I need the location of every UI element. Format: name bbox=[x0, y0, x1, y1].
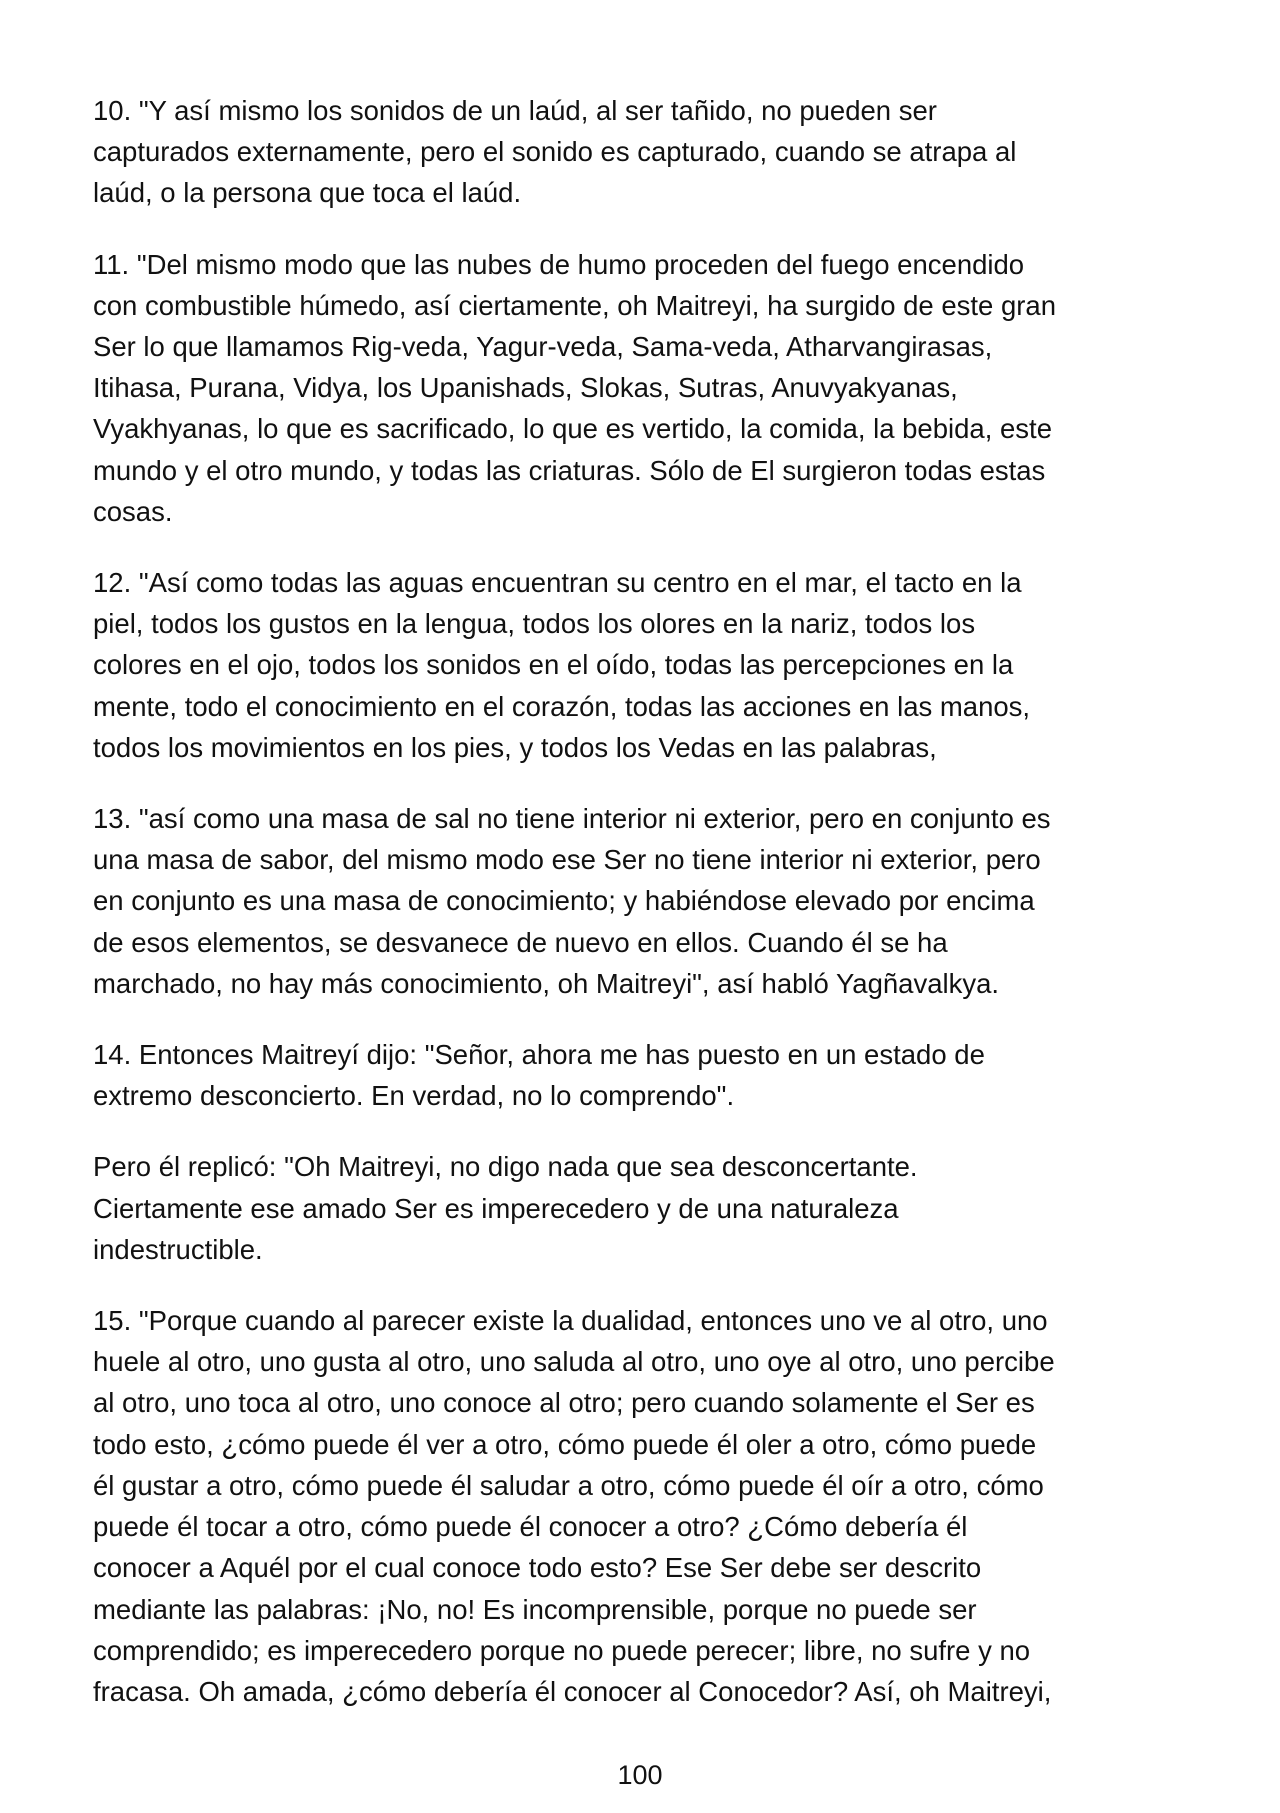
paragraph-verse-14: 14. Entonces Maitreyí dijo: "Señor, ahora me has puesto en un estado de extremo desconcierto. En verdad, no lo comprendo". bbox=[93, 1039, 985, 1112]
page-number: 100 bbox=[617, 1760, 663, 1790]
paragraph-verse-10: 10. "Y así mismo los sonidos de un laúd, al ser tañido, no pueden ser capturados externamente, pero el sonido es capturado, cuando se atrapa al laúd, o la persona que toca el laúd. bbox=[93, 95, 1017, 209]
paragraph-verse-12: 12. "Así como todas las aguas encuentran su centro en el mar, el tacto en la piel, todos los gustos en la lengua, todos los olores en la nariz, todos los colores en el ojo, todos los sonidos en el oído, todas las percepciones en la mente, todo el conocimiento en el corazón, todas las acciones en las manos, todos los movimientos en los pies, y todos los Vedas en las palabras, bbox=[93, 567, 1031, 763]
paragraph-reply: Pero él replicó: "Oh Maitreyi, no digo nada que sea desconcertante. Ciertamente ese amado Ser es imperecedero y de una naturaleza indestructible. bbox=[93, 1151, 918, 1265]
paragraph-verse-13: 13. "así como una masa de sal no tiene interior ni exterior, pero en conjunto es una masa de sabor, del mismo modo ese Ser no tiene interior ni exterior, pero en conjunto es una masa de conocimiento; y habiéndose elevado por encima de esos elementos, se desvanece de nuevo en ellos. Cuando él se ha marchado, no hay más conocimiento, oh Maitreyi", así habló Yagñavalkya. bbox=[93, 803, 1051, 999]
paragraph-verse-15: 15. "Porque cuando al parecer existe la dualidad, entonces uno ve al otro, uno huele al otro, uno gusta al otro, uno saluda al otro, uno oye al otro, uno percibe al otro, uno toca al otro, uno conoce al otro; pero cuando solamente el Ser es todo esto, ¿cómo puede él ver a otro, cómo puede él oler a otro, cómo puede él gustar a otro, cómo puede él saludar a otro, cómo puede él oír a otro, cómo puede él tocar a otro, cómo puede él conocer a otro? ¿Cómo debería él conocer a Aquél por el cual conoce todo esto? Ese Ser debe ser descrito mediante las palabras: ¡No, no! Es incomprensible, porque no puede ser comprendido; es imperecedero porque no puede perecer; libre, no sufre y no fracasa. Oh amada, ¿cómo debería él conocer al Conocedor? Así, oh Maitreyi, bbox=[93, 1305, 1055, 1707]
page-body bbox=[93, 90, 1203, 1742]
paragraph-verse-11: 11. "Del mismo modo que las nubes de humo proceden del fuego encendido con combustible húmedo, así ciertamente, oh Maitreyi, ha surgido de este gran Ser lo que llamamos Rig-veda, Yagur-veda, Sama-veda, Atharvangirasas, Itihasa, Purana, Vidya, los Upanishads, Slokas, Sutras, Anuvyakyanas, Vyakhyanas, lo que es sacrificado, lo que es vertido, la comida, la bebida, este mundo y el otro mundo, y todas las criaturas. Sólo de El surgieron todas estas cosas. bbox=[93, 248, 1057, 527]
